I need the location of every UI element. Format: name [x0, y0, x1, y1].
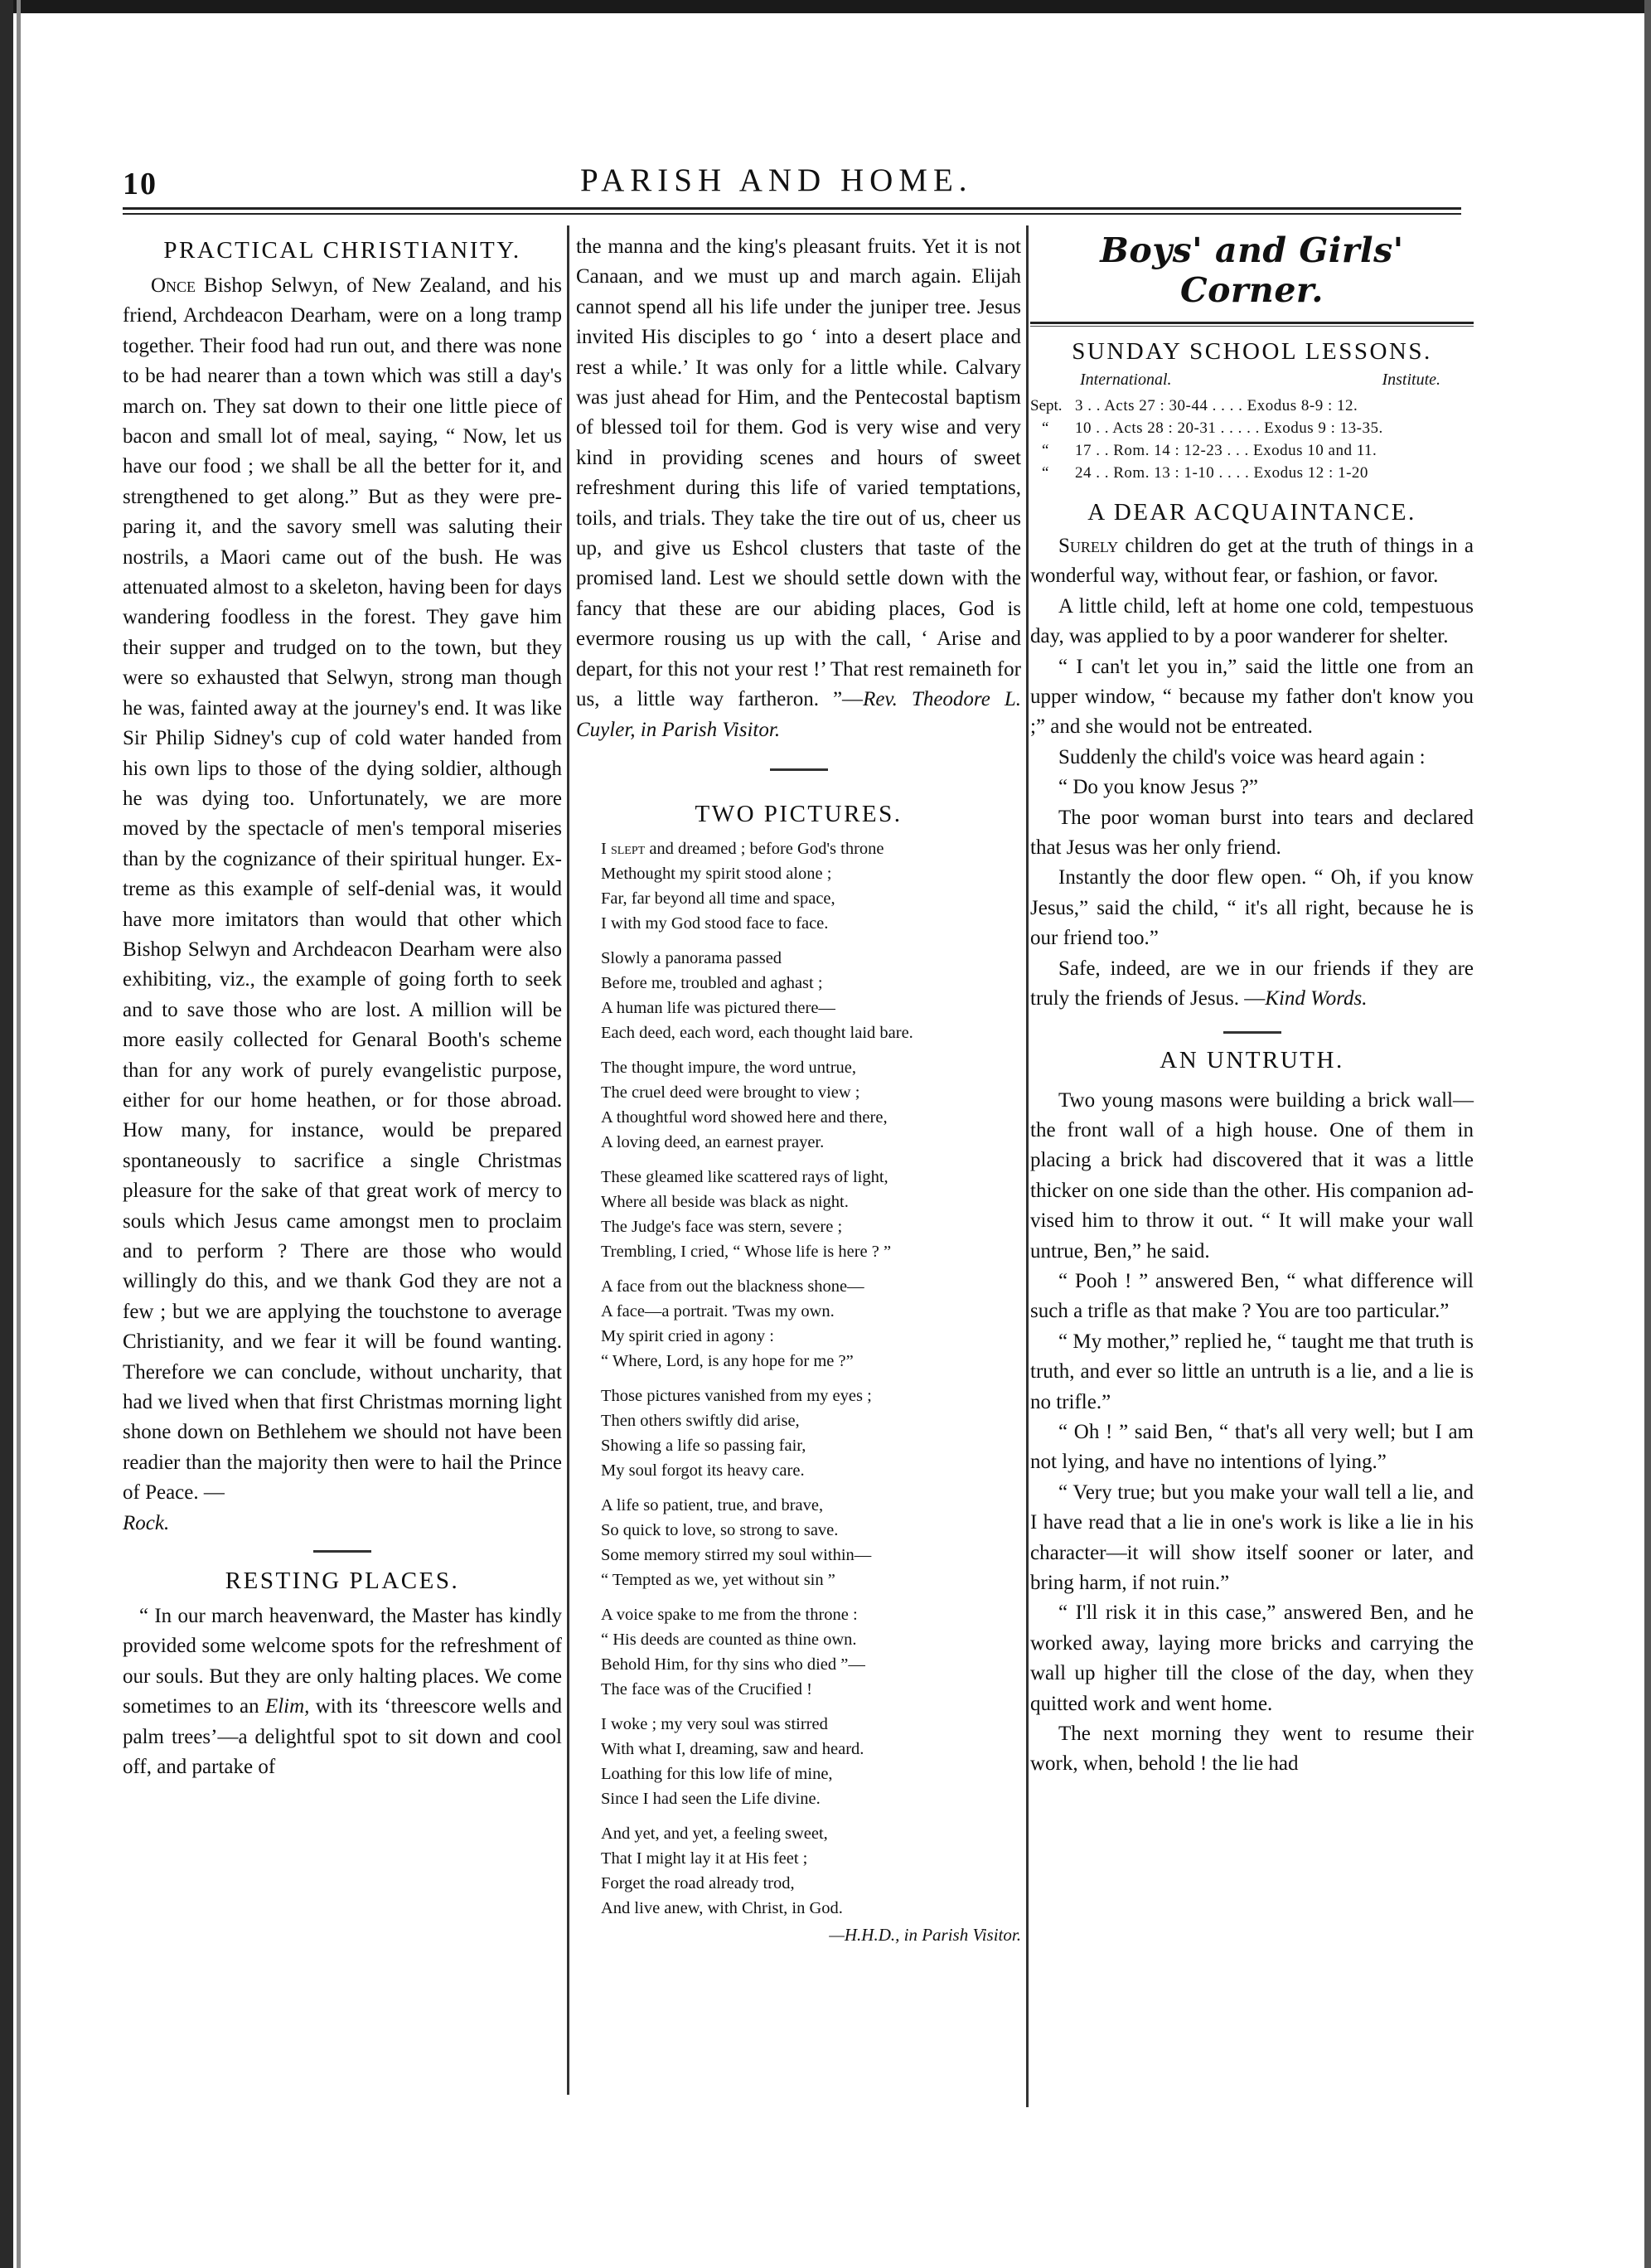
poem-line: Then others swiftly did arise, [601, 1411, 800, 1430]
column-3 [1030, 222, 1474, 1780]
acquaintance-paragraph: “ I can't let you in,” said the little one from an upper window, “ because my father don't know you ;” and she would not be entreated. [1030, 655, 1474, 739]
header-rule-bottom [123, 213, 1461, 215]
article-title-resting-places: RESTING PLACES. [225, 1568, 460, 1595]
untruth-paragraph: “ Very true; but you make your wall tell a lie, and I have read that a lie in one's work is like a lie in his character—it will show itself sooner or later, and bring harm, if not ruin.” [1030, 1480, 1474, 1594]
poem-line: And live anew, with Christ, in God. [601, 1898, 843, 1917]
poem-line: I slept and dreamed ; before God's throne [601, 839, 884, 858]
poem-line: These gleamed like scattered rays of light, [601, 1167, 888, 1186]
column-divider-2 [1026, 225, 1029, 2107]
poem-line: The face was of the Crucified ! [601, 1679, 812, 1699]
poem-line: The Judge's face was stern, severe ; [601, 1217, 843, 1236]
poem-line: Behold Him, for thy sins who died ”— [601, 1655, 865, 1674]
page-number: 10 [123, 167, 157, 201]
acquaintance-paragraph: The poor woman burst into tears and declared that Jesus was her only friend. [1030, 806, 1474, 860]
poem-line: I woke ; my very soul was stirred [601, 1714, 828, 1733]
section-divider [313, 1550, 371, 1553]
lesson-row: Sept. 3 . . Acts 27 : 30-44 . . . . Exodus 8-9 : 12. [1030, 397, 1358, 414]
poem-line: A human life was pictured there— [601, 998, 835, 1017]
untruth-paragraph: Two young masons were building a brick wall—the front wall of a high house. One of them in placing a brick had discovered that it was a little thicker on one side than the other. His companion advised him to throw it out. “ It will make your wall untrue, Ben,” he said. [1030, 1088, 1474, 1262]
poem-line: “ Where, Lord, is any hope for me ?” [601, 1351, 854, 1370]
poem-attribution: —H.H.D., in Parish Visitor. [829, 1924, 1021, 1945]
poem-line: The thought impure, the word untrue, [601, 1058, 857, 1077]
scan-right-edge [1644, 0, 1651, 2268]
poem-line: Since I had seen the Life divine. [601, 1789, 821, 1808]
acquaintance-paragraph: Safe, indeed, are we in our friends if they are truly the friends of Jesus. —Kind Words. [1030, 957, 1474, 1010]
continuation-source: Rev. Theodore L. Cuyler, in Parish Visitor. [576, 688, 1021, 741]
untruth-paragraph: “ My mother,” replied he, “ taught me that truth is truth, and ever so little an untruth is a lie, and a lie is no trifle.” [1030, 1330, 1474, 1413]
poem-stanza [601, 1821, 1021, 1921]
poem-line: A voice spake to me from the throne : [601, 1605, 858, 1624]
poem-line: Far, far beyond all time and space, [601, 889, 835, 908]
poem-title-two-pictures: TWO PICTURES. [695, 800, 903, 827]
poem-line: So quick to love, so strong to save. [601, 1520, 839, 1539]
poem-line: And yet, and yet, a feeling sweet, [601, 1824, 828, 1843]
poem-line: My spirit cried in agony : [601, 1326, 774, 1345]
dropword: Once [151, 274, 196, 297]
poem-line: My soul forgot its heavy care. [601, 1461, 805, 1480]
acquaintance-paragraph: A little child, left at home one cold, tempestuous day, was applied to by a poor wanderer for shelter. [1030, 594, 1474, 648]
poem-stanza [601, 1493, 1021, 1592]
poem-line: Those pictures vanished from my eyes ; [601, 1386, 872, 1405]
scan-top-edge [0, 0, 1651, 13]
resting-places-continuation: the manna and the king's pleasant fruits. Yet it is not Canaan, and we must up and march again. Elijah cannot spend all his life under the juniper tree. Jesus invited His disciples to go ‘ into a desert place and rest a while.’ It was only for a little while. Calvary was just ahead for Him, and the Pentecostal baptism of blessed toil for them. God is very wise and very kind in providing scenes and hours of sweet refreshment during this life of varied temptations, toils, and trials. They take the tire out of us, cheer us up, and give us Eshcol clusters that taste of the promised land. Lest we should settle down with the fancy that these are our abiding places, God is evermore rousing us up with the call, ‘ Arise and depart, for this not your rest !’ That rest remaineth for us, a little way fartheron. ”—Rev. Theodore L. Cuyler, in Parish Visitor. [576, 235, 1021, 741]
untruth-paragraph: “ Oh ! ” said Ben, “ that's all very well; but I am not lying, and have no intentions of lying.” [1030, 1420, 1474, 1474]
corner-title-rule [1030, 322, 1474, 324]
acquaintance-source: Kind Words. [1265, 987, 1368, 1010]
untruth-paragraph: “ I'll risk it in this case,” answered Ben, and he worked away, laying more bricks and carrying the wall up higher till the close of the day, when they quitted work and went home. [1030, 1602, 1474, 1715]
scan-left-binding [17, 0, 21, 2268]
poem-line: A life so patient, true, and brave, [601, 1495, 824, 1514]
poem-line: A thoughtful word showed here and there, [601, 1107, 888, 1127]
column-1 [123, 222, 562, 1783]
lessons-table [1030, 395, 1474, 484]
column-2 [576, 222, 1021, 1947]
column-divider-1 [567, 225, 569, 2095]
poem-line: Where all beside was black as night. [601, 1192, 849, 1211]
article-title-practical-christianity: PRACTICAL CHRISTIANITY. [163, 237, 521, 264]
poem-line: “ Tempted as we, yet without sin ” [601, 1570, 835, 1589]
poem-stanza [601, 836, 1021, 936]
poem-stanza [601, 1274, 1021, 1374]
lessons-column-headers [1080, 371, 1440, 390]
lessons-header-institute: Institute. [1382, 371, 1440, 389]
article-source: Rock. [123, 1511, 170, 1534]
poem-stanza [601, 1165, 1021, 1264]
lesson-row: “ 24 . . Rom. 13 : 1-10 . . . . Exodus 12 : 1-20 [1042, 464, 1368, 482]
lessons-title: SUNDAY SCHOOL LESSONS. [1072, 338, 1432, 365]
article-title-an-untruth: AN UNTRUTH. [1160, 1046, 1344, 1073]
poem-line: A face from out the blackness shone— [601, 1277, 864, 1296]
section-divider [1223, 1031, 1281, 1034]
poem-line: Each deed, each word, each thought laid bare. [601, 1023, 913, 1042]
article-body-resting-places: “ In our march heavenward, the Master has kindly provided some welcome spots for the refreshment of our souls. But they are only halting places. We come sometimes to an Elim, with its ‘threescore wells and palm trees’—a delightful spot to sit down and cool off, and partake of [123, 1605, 563, 1779]
poem-line: Forget the road already trod, [601, 1873, 795, 1892]
article-title-dear-acquaintance: A DEAR ACQUAINTANCE. [1087, 499, 1416, 526]
corner-title-rule-thin [1030, 326, 1474, 327]
poem-line: Loathing for this low life of mine, [601, 1764, 833, 1783]
poem-line: Trembling, I cried, “ Whose life is here ? ” [601, 1242, 892, 1261]
article-body-practical-christianity: Once Bishop Selwyn, of New Zealand, and his friend, Archdeacon Dearham, were on a long tramp together. Their food had run out, and there was none to be had nearer than a town which was still a day's march on. They sat down to their one little piece of bacon and small lot of meal, saying, “ Now, let us have our food ; we shall be all the better for it, and strengthened to get along.” But as they were preparing it, and the savory smell was saluting their nostrils, a Maori came out of the bush. He was attenuated almost to a skeleton, having been for days wandering foodless in the forest. They gave him their supper and trudged on to the town, but they were so exhausted that Selwyn, strong man though he was, fainted away at the journey's end. It was like Sir Philip Sidney's cup of cold water handed from his own lips to those of the dying soldier, although he was dying too. Unfortunately, we are more moved by the spectacle of men's temporal miseries than by the cognizance of their spiritual hunger. Extreme as this example of self-denial was, it would have more imitators than would that other which Bishop Selwyn and Archdeacon Dearham were also exhibiting, viz., the example of going forth to seek and to save those who are lost. A million will be more easily collected for Genaral Booth's scheme than for any work of purely evangelistic purpose, either for our home heathen, or for those abroad. How many, for instance, would be prepared spontaneously to sacrifice a single Christmas pleasure for the sake of that great work of mercy to souls which Jesus came amongst men to proclaim and to perform ? There are those who would willingly do this, and we thank God they are not a few ; but we are applying the touchstone to average Christianity, and we fear it will be found wanting. Therefore we can conclude, without uncharity, that had we lived when that first Christmas morning light shone down on Bethlehem we should not have been readier than the majority then were to hail the Prince of Peace. — Rock. [123, 274, 562, 1534]
running-title: PARISH AND HOME. [580, 162, 973, 198]
acquaintance-paragraph: Instantly the door flew open. “ Oh, if you know Jesus,” said the child, “ it's all right, because he is our friend too.” [1030, 866, 1474, 950]
poem-line: A face—a portrait. 'Twas my own. [601, 1301, 835, 1321]
poem-stanza [601, 946, 1021, 1045]
lessons-header-international: International. [1080, 371, 1172, 389]
untruth-paragraph: “ Pooh ! ” answered Ben, “ what difference will such a trifle as that make ? You are too particular.” [1030, 1269, 1474, 1323]
poem-stanza [601, 1055, 1021, 1155]
poem-stanza [601, 1712, 1021, 1811]
poem-line: That I might lay it at His feet ; [601, 1849, 808, 1868]
poem-line: Showing a life so passing fair, [601, 1436, 806, 1455]
poem-line: I with my God stood face to face. [601, 914, 829, 933]
acquaintance-paragraph: “ Do you know Jesus ?” [1058, 776, 1258, 799]
poem-two-pictures [601, 836, 1021, 1921]
poem-stanza [601, 1384, 1021, 1483]
scan-left-edge [0, 0, 13, 2268]
poem-line: With what I, dreaming, saw and heard. [601, 1739, 864, 1758]
lesson-row: “ 10 . . Acts 28 : 20-31 . . . . . Exodus 9 : 13-35. [1042, 419, 1383, 437]
poem-line: Methought my spirit stood alone ; [601, 864, 832, 883]
lesson-row: “ 17 . . Rom. 14 : 12-23 . . . Exodus 10 and 11. [1042, 442, 1377, 459]
poem-line: Some memory stirred my soul within— [601, 1545, 872, 1564]
poem-line: “ His deeds are counted as thine own. [601, 1630, 857, 1649]
poem-line: Slowly a panorama passed [601, 948, 782, 967]
acquaintance-paragraph: Suddenly the child's voice was heard again : [1058, 745, 1426, 768]
poem-line: A loving deed, an earnest prayer. [601, 1132, 825, 1151]
poem-line: The cruel deed were brought to view ; [601, 1083, 860, 1102]
section-title-boys-girls-corner: Boys' and Girls' Corner. [1100, 230, 1404, 310]
poem-line: Before me, troubled and aghast ; [601, 973, 823, 992]
section-divider [770, 768, 828, 771]
acquaintance-paragraph: Surely children do get at the truth of things in a wonderful way, without fear, or fashion, or favor. [1030, 535, 1474, 588]
poem-stanza [601, 1602, 1021, 1702]
untruth-paragraph: The next morning they went to resume their work, when, behold ! the lie had [1030, 1723, 1474, 1776]
header-rule-top [123, 207, 1461, 210]
